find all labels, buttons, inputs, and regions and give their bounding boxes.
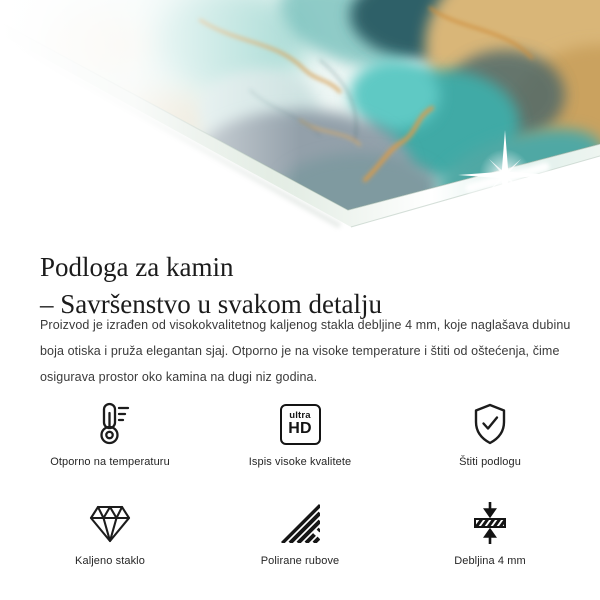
feature-polished-edges [205, 498, 395, 567]
polished-edge-icon [278, 498, 322, 548]
feature-grid [15, 399, 585, 567]
feature-temperature [15, 399, 205, 468]
description-line: boja otiska i pruža elegantan sjaj. Otporno je na visoke temperature i štiti od oštećenja, čime [40, 344, 560, 358]
diamond-icon [87, 498, 133, 548]
page-title-line1: Podloga za kamin [40, 252, 234, 283]
feature-print-quality [205, 399, 395, 468]
feature-tempered-glass [15, 498, 205, 567]
feature-label: Štiti podlogu [459, 456, 521, 468]
product-description [40, 312, 585, 390]
ultra-hd-icon-text-top: ultra [289, 409, 311, 421]
ultra-hd-icon [280, 399, 321, 449]
feature-label: Debljina 4 mm [454, 555, 526, 567]
page-title-line2: – Savršenstvo u svakom detalju [40, 289, 382, 320]
product-photo-glass-panel [0, 0, 600, 250]
feature-thickness [395, 498, 585, 567]
feature-label: Kaljeno staklo [75, 555, 145, 567]
glass-panel-illustration [0, 0, 600, 250]
description-line: Proizvod je izrađen od visokokvalitetnog kaljenog stakla debljine 4 mm, koje naglašava dubinu [40, 318, 571, 332]
thermometer-icon [88, 399, 132, 449]
thickness-icon [468, 498, 512, 548]
shield-check-icon [468, 399, 512, 449]
feature-label: Otporno na temperaturu [50, 456, 170, 468]
description-line: osigurava prostor oko kamina na dugi niz godina. [40, 370, 318, 384]
feature-label: Polirane rubove [260, 555, 340, 567]
feature-label: Ispis visoke kvalitete [248, 456, 352, 468]
ultra-hd-icon-text-bottom: HD [288, 420, 312, 438]
feature-protection [395, 399, 585, 468]
